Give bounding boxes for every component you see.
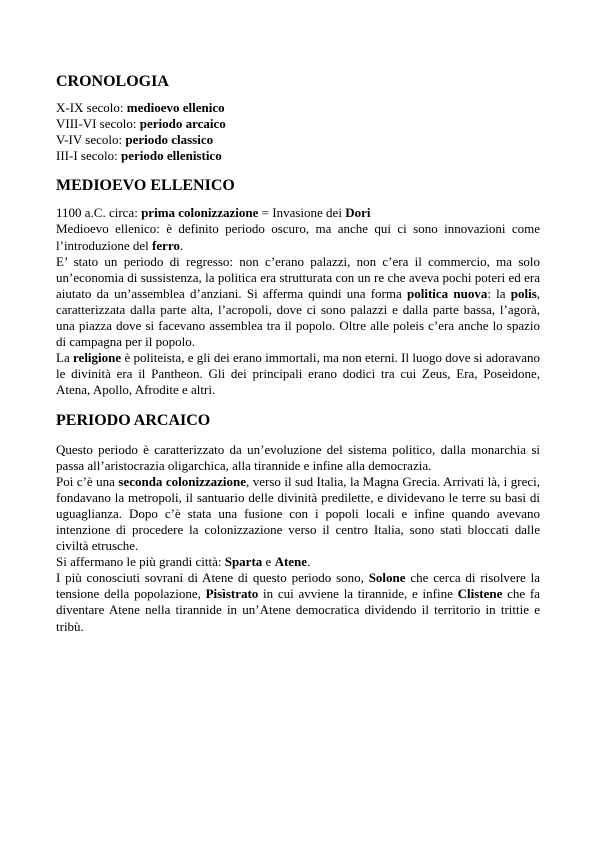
cronologia-item-period: III-I secolo: bbox=[56, 148, 121, 164]
heading-cronologia: CRONOLOGIA bbox=[56, 73, 169, 90]
text-run: che fa diventare Atene nella tirannide in un’Atene democratica dividendo il territorio in trittie e tribù. bbox=[56, 586, 540, 634]
text-run: , verso il sud Italia, la Magna Grecia. Arrivati là, i greci, fondavano la metropoli, il santuario delle divinità predilette, e dividevano le terre su basi di uguaglianza. Dopo c’è stata una fusione con i popoli locali e infine quando avevano intenzione di procedere la colonizzazione verso il centro Italia, sono stati bloccati dalle civiltà etrusche. bbox=[56, 473, 540, 554]
heading-periodo-arcaico: PERIODO ARCAICO bbox=[56, 411, 211, 429]
bold-term: prima colonizzazione bbox=[141, 205, 259, 221]
cronologia-item bbox=[56, 132, 540, 148]
bold-term: religione bbox=[73, 350, 122, 366]
text-run: è politeista, e gli dei erano immortali, ma non eterni. Il luogo dove si adoravano le divinità era il Pantheon. Gli dei principali erano dodici tra cui Zeus, Era, Poseidone, Atena, Apollo, Afrodite e altri. bbox=[56, 350, 540, 398]
text-run: = Invasione dei bbox=[258, 205, 346, 221]
bold-term: Sparta bbox=[224, 554, 263, 570]
text-run: , caratterizzata dalla parte alta, l’acropoli, dove ci sono palazzi e dalla parte bassa, l’agorà, una piazza dove si facevano assemblea tra il popolo. Oltre alle poleis c’era anche lo spazio di campagna per il popolo. bbox=[56, 285, 541, 350]
paragraph-citta bbox=[56, 554, 540, 570]
bold-term: Clistene bbox=[457, 586, 503, 602]
cronologia-list bbox=[56, 100, 540, 164]
text-run: Si affermano le più grandi città: bbox=[56, 554, 225, 570]
paragraph-religione bbox=[56, 350, 540, 398]
text-run: in cui avviene la tirannide, e infine bbox=[258, 586, 458, 602]
text-run: . bbox=[307, 554, 311, 570]
heading-medioevo-ellenico: MEDIOEVO ELLENICO bbox=[56, 177, 235, 195]
cronologia-item-period: V-IV secolo: bbox=[56, 132, 126, 148]
text-run: : la bbox=[487, 285, 511, 301]
paragraph-periodo-oscuro bbox=[56, 221, 540, 253]
bold-term: seconda colonizzazione bbox=[118, 473, 247, 489]
cronologia-item-name: periodo classico bbox=[125, 132, 214, 148]
text-run: La bbox=[56, 350, 74, 366]
text-run: Poi c’è una bbox=[56, 473, 119, 489]
paragraph-polis bbox=[56, 254, 540, 351]
bold-term: polis bbox=[510, 285, 537, 301]
text-run: E’ stato un periodo di regresso: non c’erano palazzi, non c’era il commercio, ma solo un’economia di sussistenza, la politica era strutturata con un re che aveva pochi poteri ed era aiutato da un’assemblea d’anziani. Si afferma quindi una forma bbox=[56, 253, 540, 301]
paragraph-sovrani bbox=[56, 570, 540, 634]
cronologia-item-period: X-IX secolo: bbox=[56, 100, 127, 115]
bold-term: politica nuova bbox=[406, 285, 488, 301]
bold-term: Solone bbox=[368, 570, 406, 586]
paragraph-colonizzazione bbox=[56, 205, 540, 221]
paragraph-seconda-colonizzazione bbox=[56, 474, 540, 554]
cronologia-item bbox=[56, 100, 540, 116]
bold-term: ferro bbox=[152, 237, 180, 253]
text-run: e bbox=[262, 554, 275, 570]
document-page bbox=[56, 72, 540, 635]
cronologia-item-name: medioevo ellenico bbox=[126, 100, 225, 115]
text-run: Medioevo ellenico: è definito periodo oscuro, ma anche qui ci sono innovazioni come l’introduzione del bbox=[56, 221, 540, 253]
cronologia-item bbox=[56, 116, 540, 132]
text-run: I più conosciuti sovrani di Atene di questo periodo sono, bbox=[56, 570, 369, 586]
cronologia-item bbox=[56, 148, 540, 164]
text-run: che cerca di risolvere la tensione della popolazione, bbox=[56, 570, 540, 602]
text-run: . bbox=[179, 237, 184, 253]
cronologia-item-name: periodo arcaico bbox=[139, 116, 226, 132]
paragraph-evoluzione-politica: Questo periodo è caratterizzato da un’evoluzione del sistema politico, dalla monarchia si passa all’aristocrazia oligarchica, alla tirannide e infine alla democrazia. bbox=[56, 441, 540, 473]
bold-term: Pisìstrato bbox=[205, 586, 259, 602]
text-run: 1100 a.C. circa: bbox=[56, 205, 142, 221]
bold-term: Dori bbox=[345, 205, 371, 221]
cronologia-item-name: periodo ellenistico bbox=[120, 148, 222, 164]
cronologia-item-period: VIII-VI secolo: bbox=[56, 116, 140, 132]
bold-term: Atene bbox=[274, 554, 308, 570]
